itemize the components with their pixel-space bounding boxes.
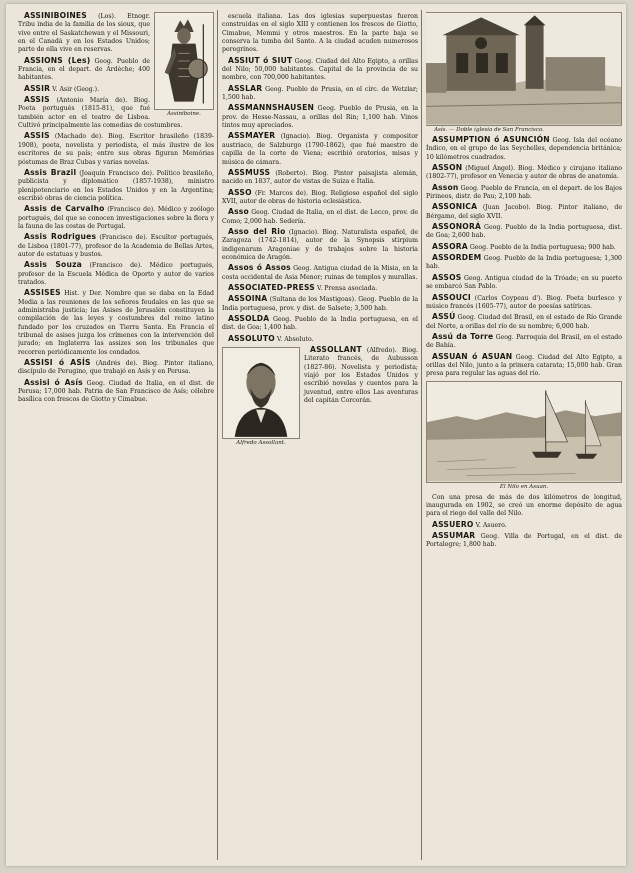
entry-headword: ASSIS xyxy=(24,131,50,141)
entry xyxy=(426,532,622,550)
figure-caption: Assiniboine. xyxy=(167,111,201,117)
assollant-drawing xyxy=(223,348,299,438)
entry-text: (Machado de). Biog. Escritor brasileño (1839-1908), poeta, novelista y periodista, el más ilustre de los escritores de su país; entre sus obras figuran Memórias póstumas de Braz Cubas y varias novelas. xyxy=(18,133,214,166)
entry-headword: ASSISES xyxy=(24,288,61,298)
entry-headword: ASSOUCI xyxy=(432,292,471,302)
entry-text: (Sultana de los Mastigoas). Geog. Pueblo de la India portuguesa, prov. y dist. de Salsete; 3,500 hab. xyxy=(222,296,418,312)
entry-text: (Francisco de). Médico portugués, profesor de la Escuela Médica de Oporto y autor de varios tratados. xyxy=(18,262,214,286)
entry-text: escuela italiana. Las dos iglesias superpuestas fueron construidas en el siglo XIII y contienen los frescos de Giotto, Cimabue, Memmi y otros maestros. En la parte baja se conserva la tumba del Santo. A la ciudad acuden numerosos peregrinos. xyxy=(222,13,418,54)
entry xyxy=(426,203,622,221)
entry-text: Geog. Pueblo de Prusia, en la prov. de Hesse-Nassau, a orillas del Rin; 1,100 hab. Vinos tintos muy apreciados. xyxy=(222,105,418,130)
entry-text: (Miguel Ángel). Biog. Médico y cirujano italiano (1802-77), profesor en Venecia y autor de obras de anatomía. xyxy=(426,165,622,181)
entry-headword: Assis Brazil xyxy=(24,167,77,177)
entry-headword: Assisi ó Asís xyxy=(24,377,83,387)
entry-headword: ASSMAYER xyxy=(228,131,276,141)
entry xyxy=(222,335,418,344)
entry-text: Hist. y Der. Nombre que se daba en la Edad Media a las reuniones de los señores feudales en las que se administraba justicia; las Asises de Jerusalén constituyen la compilación de las leyes y costumbres del reino latino fundado por los cruzados en Tierra Santa. En Francia el tribunal de asises juzga los crímenes con la intervención del jurado; en Inglaterra las assizes son los tribunales que recorren periódicamente los condados. xyxy=(18,290,214,356)
entry-text: (Joaquín Francisco de). Político brasileño, publicista y diplomático (1857-1938), ministro plenipotenciario en los Estados Unidos y en la Argentina; escribió obras de ciencia política. xyxy=(18,169,214,202)
entry-headword: ASSÚ xyxy=(432,312,456,322)
entry-headword: ASSOLUTO xyxy=(228,333,275,343)
entry xyxy=(222,104,418,130)
entry-text: V. Asir (Geog.). xyxy=(52,85,100,93)
entry-text: Geog. Villa de Portugal, en el dist. de Portalegre; 1,800 hab. xyxy=(426,532,622,549)
figure-caption: El Nilo en Asuan. xyxy=(499,483,549,490)
assiniboine-drawing xyxy=(155,13,213,109)
entry-text: Geog. Ciudad del Brasil, en el estado de Río Grande del Norte, a orillas del río de su nombre; 6,000 hab. xyxy=(426,314,622,330)
figure-nile xyxy=(426,381,622,491)
entry-headword: Assis de Carvalho xyxy=(24,204,105,214)
asis-drawing xyxy=(426,13,621,125)
figure-caption: Asís. — Doble iglesia de San Francisco. xyxy=(434,127,544,133)
entry xyxy=(426,254,622,272)
entry-headword: ASSMANNSHAUSEN xyxy=(228,103,315,113)
entry-text: Geog. Pueblo de la India portuguesa; 900 hab. xyxy=(469,243,616,251)
entry xyxy=(18,169,214,203)
entry-headword: ASSUAN ó ASUAN xyxy=(432,351,513,361)
entry xyxy=(222,228,418,262)
entry xyxy=(426,313,622,331)
column-right xyxy=(426,12,622,858)
figure-assollant xyxy=(222,347,300,449)
entry-headword: Assos ó Assos xyxy=(228,263,291,273)
entry-headword: ASSOLLANT xyxy=(310,345,362,355)
entry-text: (Carlos Coypeau d'). Biog. Poeta burlesco y músico francés (1605-77), autor de poesías satíricas. xyxy=(426,294,622,310)
entry-headword: Assú da Torre xyxy=(432,331,494,341)
entry-text: Geog. Pueblo de Francia, en el depart. de Ardèche; 400 habitantes. xyxy=(18,57,150,82)
entry xyxy=(426,521,622,530)
entry xyxy=(426,274,622,292)
figure-assiniboine xyxy=(154,12,214,120)
entry-text: Geog. Ciudad del Alto Egipto, a orillas del Nilo; 50,000 habitantes. Capital de la provincia de su nombre, con 700,000 habitantes. xyxy=(222,57,418,82)
entry-text: (Andrés de). Biog. Pintor italiano, discípulo de Perugino, que trabajó en Asís y en Perusa. xyxy=(18,360,214,376)
entry-text: Geog. Parroquia del Brasil, en el estado de Bahía. xyxy=(426,333,622,350)
entry xyxy=(222,264,418,282)
entry-headword: ASSONORÁ xyxy=(432,222,482,232)
entry-text: Geog. Ciudad de Italia, en el dist. de Lecco, prov. de Como; 2,000 hab. Sedería. xyxy=(222,209,418,225)
entry-text: Geog. Pueblo de la India portuguesa, dist. de Goa; 2,600 hab. xyxy=(426,224,622,240)
entry xyxy=(426,164,622,182)
entry-text: Geog. Antigua ciudad de la Misia, en la costa occidental de Asia Menor; ruinas de templos y murallas. xyxy=(222,265,418,281)
entry-headword: ASSMUSS xyxy=(228,167,271,177)
entry xyxy=(426,223,622,241)
entry-headword: Assis Souza xyxy=(24,260,83,270)
figure-asis xyxy=(426,12,622,134)
entry-text: V. Asuero. xyxy=(475,521,507,529)
entry xyxy=(18,359,214,377)
entry xyxy=(222,132,418,166)
entry xyxy=(426,333,622,351)
asis-church-illustration xyxy=(426,12,622,126)
nile-aswan-illustration xyxy=(426,381,622,483)
entry xyxy=(426,243,622,252)
entry-headword: ASSLAR xyxy=(228,83,263,93)
entry-text: Geog. Pueblo de la India portuguesa, en el dist. de Goa; 1,400 hab. xyxy=(222,316,418,332)
entry xyxy=(18,379,214,405)
entry xyxy=(426,294,622,312)
assiniboine-illustration xyxy=(154,12,214,110)
entry-text: (Fr. Marcos de). Biog. Religioso español del siglo XVII, autor de obras de historia eclesiástica. xyxy=(222,189,418,205)
entry-text: Con una presa de más de dos kilómetros de longitud, inaugurada en 1902, se creó un enorme depósito de agua para el riego del valle del Nilo. xyxy=(426,493,622,518)
entry xyxy=(18,261,214,287)
column-middle xyxy=(222,12,418,858)
entry-headword: ASSIUT ó SIUT xyxy=(228,55,293,65)
entry-text: Geog. Antigua ciudad de la Tróade; en su puerto se embarcó San Pablo. xyxy=(426,274,622,291)
entry-text: (Francisco de). Médico y zoólogo portugués, del que se conocen investigaciones sobre la flora y la fauna de las costas de Portugal. xyxy=(18,206,214,230)
entry xyxy=(222,57,418,83)
entry-headword: ASSUMPTION ó ASUNCIÓN xyxy=(432,135,550,144)
entry-text: (Alfredo). Biog. Literato francés, de Aubusson (1827-86). Novelista y periodista; viajó por los Estados Unidos y escribió novelas y cuentos para la juventud, entre ellos Las aventuras del capitán Corcorán. xyxy=(304,347,418,405)
entry xyxy=(426,493,622,519)
column-left xyxy=(18,12,214,858)
entry xyxy=(18,205,214,231)
column-divider xyxy=(421,10,422,860)
entry-headword: Asso xyxy=(228,207,249,217)
entry-headword: ASSON xyxy=(432,163,463,173)
entry-headword: Asso del Rio xyxy=(228,226,286,236)
entry-headword: ASSOLDA xyxy=(228,314,270,323)
entry xyxy=(18,289,214,357)
entry-headword: Assis Rodrigues xyxy=(24,232,97,242)
figure-caption: Alfredo Assollant. xyxy=(236,440,286,447)
entry xyxy=(222,169,418,187)
entry xyxy=(222,85,418,103)
entry-headword: ASSINIBOINES xyxy=(24,12,87,20)
entry-text: Geog. Ciudad de Italia, en el dist. de Perusa; 17,000 hab. Patria de San Francisco de Asís; célebre basílica con frescos de Giotto y Cimabue. xyxy=(18,379,214,404)
entry-text: (Ignacio). Biog. Naturalista español, de Zaragoza (1742-1814), autor de la Synopsis stirpium indigenarum Aragoniae y de trabajos sobre la historia económica de Aragón. xyxy=(222,228,418,261)
entry-headword: ASSOINA xyxy=(228,294,268,304)
entry xyxy=(18,233,214,259)
entry-headword: ASSUERO xyxy=(432,519,474,529)
entry-headword: Asson xyxy=(432,182,459,192)
entry xyxy=(222,208,418,226)
entry xyxy=(222,295,418,313)
entry-headword: ASSISI ó ASÍS xyxy=(24,358,91,368)
entry xyxy=(426,136,622,162)
entry-headword: ASSIR xyxy=(24,83,51,93)
entry-text: Geog. Pueblo de la India portuguesa; 1,300 hab. xyxy=(426,255,622,271)
entry xyxy=(426,353,622,379)
entry-text: V. Absoluto. xyxy=(276,335,314,343)
entry-text: (Juan Jacobo). Biog. Pintor italiano, de Bérgamo, del siglo XVII. xyxy=(426,204,622,220)
entry xyxy=(426,184,622,202)
entry-text: (Francisco de). Escultor portugués, de Lisboa (1801-77), profesor de la Academia de Bellas Artes, autor de estatuas y bustos. xyxy=(18,234,214,258)
entry-text: (Los). Etnogr. Tribu india de la familia de los sioux, que vive entre el Saskatchewan y el Missouri, en el Canadá y en los Estados Unidos; parte de ella vive en reservas. xyxy=(18,13,150,54)
entry-text: (Ignacio). Biog. Organista y compositor austriaco, de Salzburgo (1790-1862), que fué maestro de capilla de la corte de Viena; escribió oratorios, misas y música de cámara. xyxy=(222,133,418,166)
entry-headword: ASSO xyxy=(228,187,252,197)
entry-text: Geog. Pueblo de Prusia, en el círc. de Wetzlar; 1,500 hab. xyxy=(222,85,418,102)
entry-headword: ASSIS xyxy=(24,95,50,105)
entry-headword: ASSONICA xyxy=(432,202,478,212)
entry-headword: ASSUMAR xyxy=(432,530,476,540)
entry-text: Geog. Ciudad del Alto Egipto, a orillas del Nilo, junto a la primera catarata; 15,000 hab. Gran presa para regular las aguas del río. xyxy=(426,353,622,378)
nile-drawing xyxy=(427,382,621,482)
entry xyxy=(18,132,214,166)
entry xyxy=(222,12,418,55)
entry-text: (Antonio María de). Biog. Poeta portugués (1815-81), que fué también actor en el teatro de Lisboa. Cultivó principalmente las comedias de costumbres. xyxy=(18,97,183,130)
entry-headword: ASSORDEM xyxy=(432,253,482,263)
entry xyxy=(222,315,418,333)
entry-headword: ASSORA xyxy=(432,241,468,251)
entry-text: Geog. Pueblo de Francia, en el depart. de los Bajos Pirineos, distr. de Pau; 2,100 hab. xyxy=(426,184,622,201)
column-divider xyxy=(217,10,218,860)
entry-text: V. Prensa asociada. xyxy=(316,284,378,292)
entry xyxy=(222,189,418,207)
dictionary-page xyxy=(6,4,626,866)
entry-text: (Roberto). Biog. Pintor paisajista alemán, nacido en 1837, autor de vistas de Suiza e Italia. xyxy=(222,169,418,186)
entry-text: Geog. Isla del océano Índico, en el grupo de las Seychelles, dependencia británica; 10 kilómetros cuadrados. xyxy=(426,137,622,161)
assollant-portrait xyxy=(222,347,300,439)
entry-headword: ASSIONS (Les) xyxy=(24,55,91,65)
entry-headword: ASSOS xyxy=(432,272,462,282)
entry xyxy=(222,284,418,293)
entry-headword: ASSOCIATED-PRESS xyxy=(228,282,315,292)
